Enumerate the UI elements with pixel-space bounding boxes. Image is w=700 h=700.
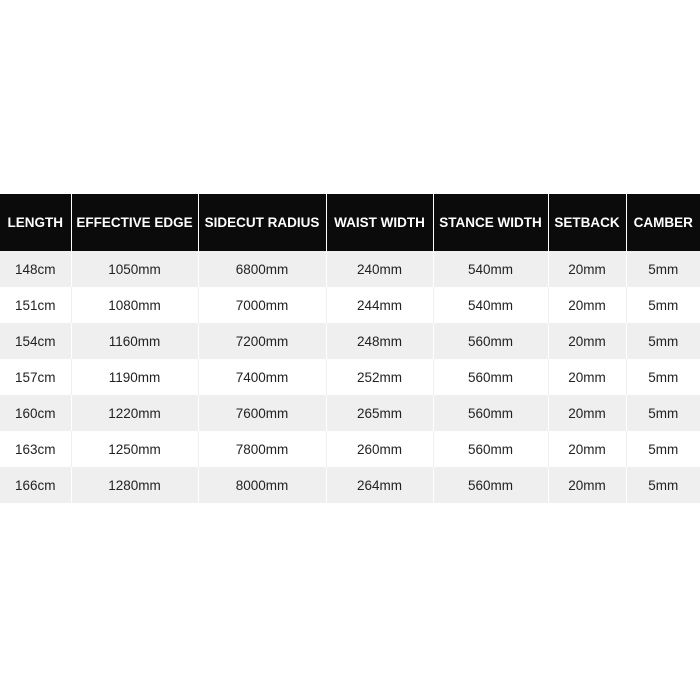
cell-sidecut-radius: 7000mm [198,287,326,323]
cell-length: 148cm [0,251,71,287]
header-effective-edge: EFFECTIVE EDGE [71,194,198,251]
cell-stance-width: 560mm [433,359,548,395]
cell-effective-edge: 1220mm [71,395,198,431]
cell-length: 154cm [0,323,71,359]
cell-waist-width: 265mm [326,395,433,431]
cell-camber: 5mm [626,467,700,503]
header-camber: CAMBER [626,194,700,251]
cell-stance-width: 560mm [433,467,548,503]
cell-sidecut-radius: 8000mm [198,467,326,503]
cell-sidecut-radius: 7800mm [198,431,326,467]
table-row [0,359,700,395]
cell-waist-width: 248mm [326,323,433,359]
cell-length: 151cm [0,287,71,323]
cell-length: 157cm [0,359,71,395]
cell-effective-edge: 1050mm [71,251,198,287]
cell-camber: 5mm [626,431,700,467]
cell-waist-width: 244mm [326,287,433,323]
table-row [0,323,700,359]
cell-setback: 20mm [548,251,626,287]
header-stance-width: STANCE WIDTH [433,194,548,251]
cell-camber: 5mm [626,323,700,359]
cell-length: 166cm [0,467,71,503]
cell-waist-width: 264mm [326,467,433,503]
cell-length: 163cm [0,431,71,467]
table-row [0,431,700,467]
cell-stance-width: 560mm [433,323,548,359]
header-setback: SETBACK [548,194,626,251]
table-row [0,251,700,287]
cell-stance-width: 540mm [433,251,548,287]
cell-setback: 20mm [548,395,626,431]
table-row [0,467,700,503]
cell-stance-width: 540mm [433,287,548,323]
cell-waist-width: 252mm [326,359,433,395]
table-row [0,287,700,323]
cell-setback: 20mm [548,287,626,323]
header-length: LENGTH [0,194,71,251]
cell-setback: 20mm [548,323,626,359]
header-row [0,194,700,251]
cell-setback: 20mm [548,431,626,467]
cell-sidecut-radius: 6800mm [198,251,326,287]
cell-stance-width: 560mm [433,395,548,431]
cell-effective-edge: 1250mm [71,431,198,467]
cell-effective-edge: 1280mm [71,467,198,503]
cell-camber: 5mm [626,359,700,395]
cell-effective-edge: 1080mm [71,287,198,323]
cell-sidecut-radius: 7600mm [198,395,326,431]
cell-waist-width: 260mm [326,431,433,467]
cell-sidecut-radius: 7200mm [198,323,326,359]
header-waist-width: WAIST WIDTH [326,194,433,251]
cell-camber: 5mm [626,395,700,431]
table-row [0,395,700,431]
cell-sidecut-radius: 7400mm [198,359,326,395]
spec-table [0,194,700,503]
cell-setback: 20mm [548,467,626,503]
cell-length: 160cm [0,395,71,431]
cell-camber: 5mm [626,287,700,323]
cell-camber: 5mm [626,251,700,287]
cell-effective-edge: 1190mm [71,359,198,395]
cell-setback: 20mm [548,359,626,395]
cell-stance-width: 560mm [433,431,548,467]
header-sidecut-radius: SIDECUT RADIUS [198,194,326,251]
cell-effective-edge: 1160mm [71,323,198,359]
cell-waist-width: 240mm [326,251,433,287]
